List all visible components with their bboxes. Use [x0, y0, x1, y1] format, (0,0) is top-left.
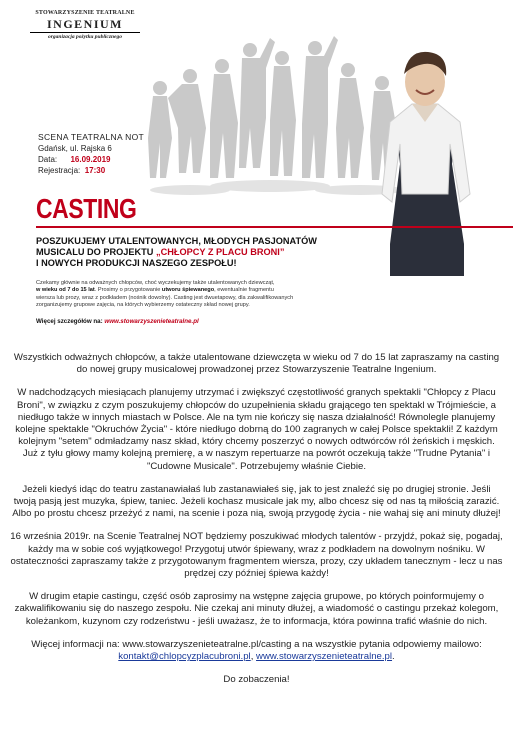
headline-line-2 [36, 247, 336, 258]
logo-line-3: organizacja pożytku publicznego [48, 34, 122, 40]
paragraph-5: W drugim etapie castingu, część osób zaprosimy na wstępne zajęcia grupowe, po których poinformujemy o zakwalifikowaniu się do naszego zespołu. Nie czekaj ani minuty dłużej, a wiadomość o castingu przekaż kolegom, koleżankom, kuzynom czy rodzeństwu - jeśli uważasz, że to informacja, która powinna trafić właśnie do nich. [14, 591, 499, 627]
poster-more-info [36, 318, 199, 325]
logo-line-1: STOWARZYSZENIE TEATRALNE [35, 10, 135, 16]
details-line-1: Czekamy głównie na odważnych chłopców, choć wyczekujemy także utalentowanych dziewcząt, [36, 280, 275, 286]
paragraph-1: Wszystkich odważnych chłopców, a także utalentowane dziewczęta w wieku od 7 do 15 lat zapraszamy na casting do nowej grupy musicalowej prowadzonej przez Stowarzyszenie Teatralne Ingenium. [13, 352, 500, 376]
venue-date [38, 154, 144, 165]
headline-line-2-prefix: MUSICALU DO PROJEKTU [36, 247, 156, 257]
registration-value: 17:30 [84, 166, 106, 175]
boy-photo-image [360, 44, 490, 276]
details-end: , ewentualnie fragmentu [214, 287, 274, 294]
contact-end: . [392, 651, 395, 663]
venue-registration [38, 165, 144, 176]
article-body [10, 352, 503, 697]
venue-info [38, 132, 144, 176]
contact-separator: , [250, 651, 257, 663]
red-divider [36, 226, 513, 228]
headline-line-1: POSZUKUJEMY UTALENTOWANYCH, MŁODYCH PASJONATÓW [36, 236, 317, 246]
headline-line-3: I NOWYCH PRODUKCJI NASZEGO ZESPOŁU! [36, 258, 237, 268]
contact-text: Więcej informacji na: www.stowarzyszenieteatralne.pl/casting a na wszystkie pytania odpowiemy mailowo: [31, 638, 482, 650]
paragraph-6 [10, 639, 503, 663]
poster-headline [36, 236, 336, 269]
ingenium-logo [30, 10, 140, 40]
more-url-link[interactable]: www.stowarzyszenieteatralne.pl [104, 318, 199, 325]
paragraph-2: W nadchodzących miesiącach planujemy utrzymać i zwiększyć częstotliwość granych spektakli "Chłopcy z Placu Broni", w związku z czym poszukujemy chłopców do uzupełnienia składu grającego ten spektakl w Trójmieście, a niedługo także w innych miastach w Polsce. Ale na tym nie kończy się nasza działalność! Równolegle planujemy kolejne spektakle "Okruchów Życia" - które niedługo dobrną do 100 zagranych w całej Polsce spektakli! Z każdym kolejnym "setem" odmładzamy nasz skład, który chcemy poszerzyć o nowych odtwórców ról żeńskich i męskich. Już z tyłu głowy mamy kolejną premierę, a w naszym repertuarze na powrót oczekują także "Trudne Pytania" i "Cudowne Musicale". Potrzebujemy właśnie Ciebie. [15, 387, 498, 472]
email-link[interactable]: kontakt@chlopcyzplacubroni.pl [118, 651, 251, 663]
details-line-2 [36, 287, 346, 294]
logo-line-2: INGENIUM [30, 17, 140, 33]
registration-label: Rejestracja: [38, 166, 81, 175]
venue-address: Gdańsk, ul. Rajska 6 [38, 144, 112, 153]
details-song: utworu śpiewanego [161, 287, 215, 294]
date-label: Data: [38, 155, 58, 164]
casting-title: CASTING [36, 193, 137, 224]
poster-details [36, 280, 346, 310]
headline-project-name: „CHŁOPCY Z PLACU BRONI” [155, 247, 285, 257]
more-label: Więcej szczegółów na: [36, 318, 105, 325]
details-mid: . Prosimy o przygotowanie [94, 287, 162, 294]
details-line-3: wiersza lub prozy, wraz z podkładem (nośnik dowolny). Casting jest dwuetapowy, dla zakwalifikowanych [36, 294, 294, 301]
casting-poster [0, 0, 513, 340]
paragraph-4: 16 września 2019r. na Scenie Teatralnej NOT będziemy poszukiwać młodych talentów - przyjdź, pokaż się, pogadaj, każdy ma w sobie coś wyjątkowego! Przygotuj utwór śpiewany, wraz z podkładem na dowolnym nośniku. W ostateczności zapraszamy także z przygotowanym fragmentem wiersza, prozy, czy układem tanecznym - lecz u nas prędzej czy później śpiewa każdy! [10, 531, 503, 580]
website-link[interactable]: www.stowarzyszenieteatralne.pl [256, 651, 393, 663]
date-value: 16.09.2019 [70, 155, 111, 164]
paragraph-3: Jeżeli kiedyś idąc do teatru zastanawiałaś lub zastanawiałeś się, jak to jest znaleźć się po drugiej stronie. Jeśli twoją pasją jest muzyka, śpiew, taniec. Jeżeli kochasz musicale jak my, albo chcesz się od nas tą miłością zarazić. Albo po prostu chcesz przeżyć z nami, na scenie i poza nią, swoją przygodę życia - nie wahaj się ani minuty dłużej! [12, 483, 501, 520]
closing-line: Do zobaczenia! [223, 674, 290, 686]
venue-title: SCENA TEATRALNA NOT [38, 132, 144, 142]
details-line-4: zorganizujemy grupowe zajęcia, na których wybierzemy ostateczny skład nowej grupy. [36, 302, 250, 309]
details-age: w wieku od 7 do 15 lat [36, 287, 95, 294]
